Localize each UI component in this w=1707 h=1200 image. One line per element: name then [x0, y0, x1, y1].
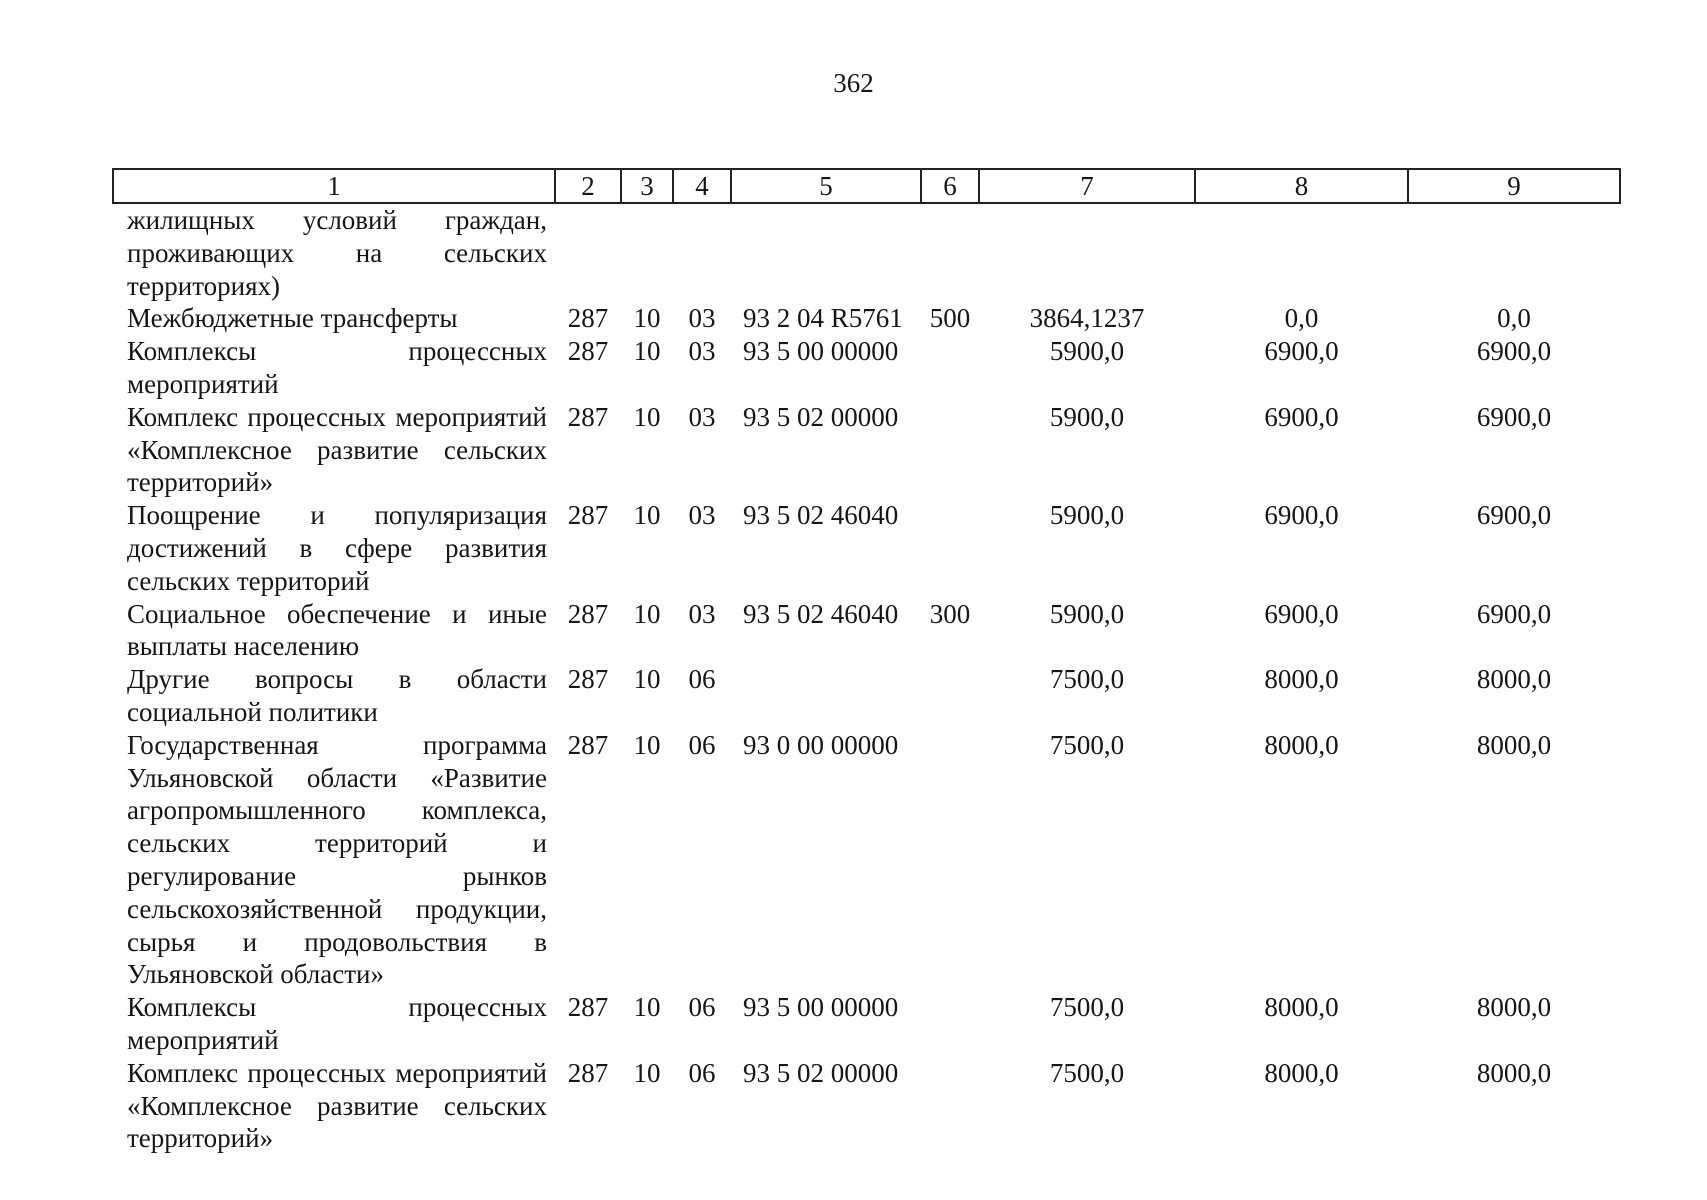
table-row [113, 663, 1620, 729]
expense-type-cell [921, 401, 979, 499]
target-article-cell: 93 5 02 46040 [743, 500, 899, 531]
amount-cell: 8000,0 [1264, 1057, 1339, 1088]
target-article-cell: 93 5 00 00000 [743, 336, 899, 367]
amount-cell: 8000,0 [1264, 729, 1339, 760]
row-description: жилищных условий граждан, проживающих на сельских территориях) [127, 205, 547, 301]
amount-cell: 6900,0 [1264, 598, 1339, 629]
code-cell: 287 [567, 598, 609, 629]
column-header: 5 [731, 169, 921, 203]
expense-type-cell [921, 991, 979, 1057]
row-description: Социальное обеспечение и иные выплаты населению [127, 598, 547, 662]
row-description: Другие вопросы в области социальной политики [127, 664, 547, 727]
section-cell: 10 [633, 1057, 661, 1088]
table-row [113, 729, 1620, 991]
subsection-cell: 03 [688, 598, 716, 629]
subsection-cell: 06 [688, 992, 716, 1023]
subsection-cell: 03 [688, 303, 716, 334]
amount-cell: 0,0 [1497, 303, 1531, 334]
expense-type-cell [921, 335, 979, 401]
row-description: Межбюджетные трансферты [127, 303, 458, 334]
column-header: 9 [1408, 169, 1620, 203]
amount-cell: 5900,0 [1049, 500, 1125, 531]
amount-cell: 6900,0 [1476, 401, 1552, 432]
target-article-cell: 93 5 00 00000 [743, 992, 899, 1023]
subsection-cell: 03 [688, 500, 716, 531]
amount-cell: 0,0 [1284, 303, 1319, 334]
amount-cell [979, 203, 1195, 302]
amount-cell: 6900,0 [1476, 598, 1552, 629]
column-header: 6 [921, 169, 979, 203]
amount-cell: 7500,0 [1049, 729, 1125, 760]
target-article-cell: 93 2 04 R5761 [743, 303, 903, 334]
code-cell: 287 [567, 336, 609, 367]
table-row [113, 203, 1620, 302]
amount-cell: 5900,0 [1049, 336, 1125, 367]
row-description: Комплексы процессных мероприятий [127, 336, 547, 399]
code-cell: 287 [567, 729, 609, 760]
target-article-cell: 93 5 02 00000 [743, 401, 899, 432]
amount-cell: 8000,0 [1476, 992, 1552, 1023]
row-description: Комплексы процессных мероприятий [127, 992, 547, 1055]
expense-type-cell [921, 203, 979, 302]
subsection-cell: 06 [688, 664, 716, 695]
section-cell: 10 [633, 729, 661, 760]
code-cell: 287 [567, 401, 609, 432]
target-article-cell [731, 663, 921, 729]
expense-type-cell: 300 [929, 598, 971, 629]
column-header: 8 [1195, 169, 1408, 203]
amount-cell: 7500,0 [1049, 992, 1125, 1023]
header-row [113, 169, 1620, 203]
amount-cell: 6900,0 [1264, 500, 1339, 531]
code-cell: 287 [567, 992, 609, 1023]
target-article-cell [731, 203, 921, 302]
column-header: 7 [979, 169, 1195, 203]
target-article-cell: 93 0 00 00000 [743, 729, 899, 760]
table-row [113, 991, 1620, 1057]
subsection-cell: 06 [688, 1057, 716, 1088]
amount-cell: 8000,0 [1264, 664, 1339, 695]
column-header: 1 [113, 169, 555, 203]
target-article-cell: 93 5 02 00000 [743, 1057, 899, 1088]
expense-type-cell [921, 729, 979, 991]
section-cell: 10 [633, 664, 661, 695]
amount-cell: 5900,0 [1049, 401, 1125, 432]
amount-cell: 5900,0 [1049, 598, 1125, 629]
code-cell: 287 [567, 303, 609, 334]
target-article-cell: 93 5 02 46040 [743, 598, 899, 629]
amount-cell: 8000,0 [1476, 1057, 1552, 1088]
row-description: Поощрение и популяризация достижений в сфере развития сельских территорий [127, 500, 547, 596]
code-cell: 287 [567, 664, 609, 695]
table-row [113, 598, 1620, 664]
budget-table [112, 168, 1621, 1155]
row-description: Комплекс процессных мероприятий «Комплексное развитие сельских территорий» [127, 401, 547, 498]
column-header: 2 [555, 169, 621, 203]
subsection-cell: 03 [688, 401, 716, 432]
expense-type-cell [921, 663, 979, 729]
page-number: 362 [833, 68, 874, 98]
amount-cell: 8000,0 [1264, 992, 1339, 1023]
amount-cell: 6900,0 [1476, 336, 1552, 367]
table-row [113, 302, 1620, 335]
amount-cell: 6900,0 [1264, 401, 1339, 432]
subsection-cell: 03 [688, 336, 716, 367]
amount-cell: 8000,0 [1476, 664, 1552, 695]
expense-type-cell [921, 1057, 979, 1155]
code-cell [555, 203, 621, 302]
amount-cell: 3864,1237 [1029, 303, 1145, 334]
amount-cell [1408, 203, 1620, 302]
table-row [113, 401, 1620, 499]
section-cell: 10 [633, 303, 661, 334]
section-cell [621, 203, 673, 302]
code-cell: 287 [567, 500, 609, 531]
table-row [113, 1057, 1620, 1155]
table-row [113, 499, 1620, 597]
code-cell: 287 [567, 1057, 609, 1088]
section-cell: 10 [633, 598, 661, 629]
column-header: 4 [673, 169, 731, 203]
section-cell: 10 [633, 992, 661, 1023]
amount-cell: 8000,0 [1476, 729, 1552, 760]
amount-cell: 6900,0 [1476, 500, 1552, 531]
subsection-cell: 06 [688, 729, 716, 760]
amount-cell: 7500,0 [1049, 1057, 1125, 1088]
expense-type-cell: 500 [929, 303, 971, 334]
amount-cell: 6900,0 [1264, 336, 1339, 367]
section-cell: 10 [633, 500, 661, 531]
table-row [113, 335, 1620, 401]
section-cell: 10 [633, 336, 661, 367]
row-description: Комплекс процессных мероприятий «Комплексное развитие сельских территорий» [127, 1057, 547, 1154]
table-body [113, 203, 1620, 1155]
subsection-cell [673, 203, 731, 302]
row-description: Государственная программа Ульяновской области «Развитие агропромышленного комплекса, сельских территорий и регулирование рынков сельскохозяйственной продукции, сырья и продовольствия в Ульяновской области» [127, 729, 547, 990]
amount-cell [1195, 203, 1408, 302]
amount-cell: 7500,0 [1049, 664, 1125, 695]
section-cell: 10 [633, 401, 661, 432]
column-header: 3 [621, 169, 673, 203]
expense-type-cell [921, 499, 979, 597]
